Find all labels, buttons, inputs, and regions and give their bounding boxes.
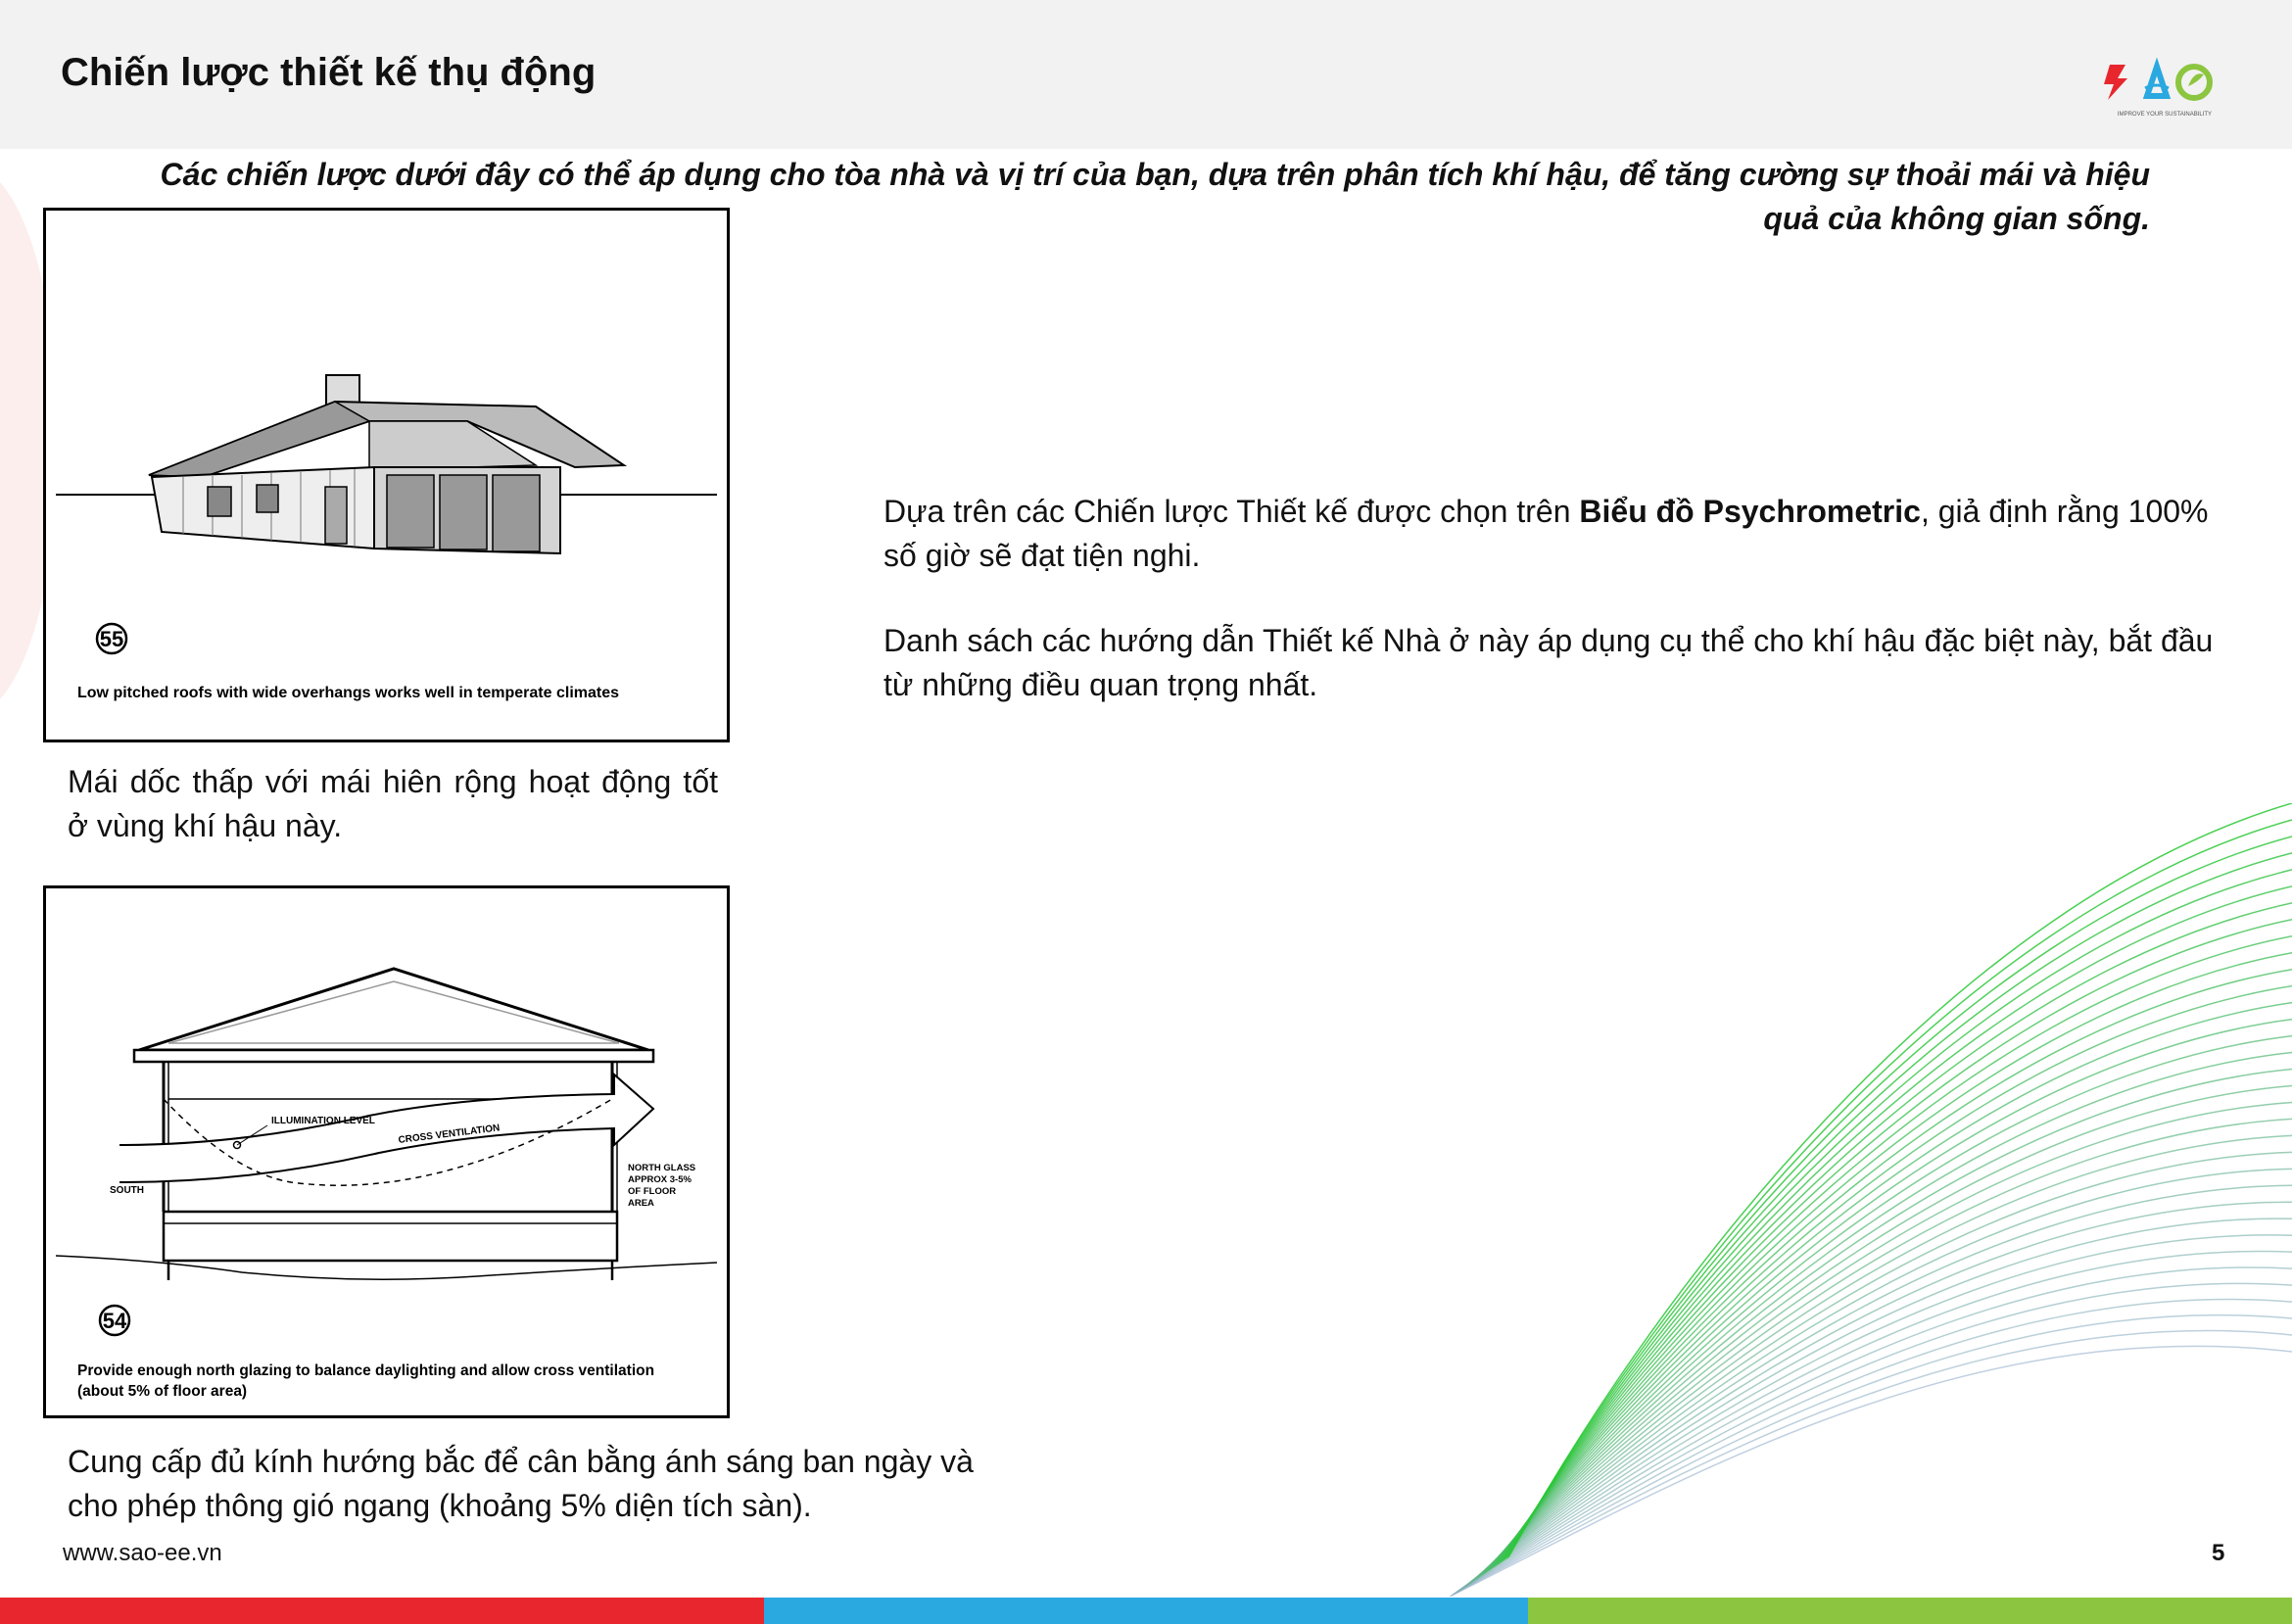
figure-low-pitched-roof: [43, 208, 730, 742]
body-paragraph-2: Danh sách các hướng dẫn Thiết kế Nhà ở này áp dụng cụ thể cho khí hậu đặc biệt này, bắt đầu từ những điều quan trọng nhất.: [883, 623, 2214, 702]
page-title: Chiến lược thiết kế thụ động: [61, 51, 597, 94]
house-illustration: [46, 211, 727, 740]
label-cross-ventilation: CROSS VENTILATION: [398, 1122, 501, 1146]
figure2-caption-en-2: (about 5% of floor area): [77, 1383, 248, 1400]
intro-text: Các chiến lược dưới đây có thể áp dụng cho tòa nhà và vị trí của bạn, dựa trên phân tích khí hậu, để tăng cường sự thoải mái và hiệu quả của không gian sống.: [160, 157, 2150, 236]
body-paragraph-1: [883, 490, 2235, 578]
p1-after: , giả định rằng 100% số giờ sẽ đạt tiện nghi.: [883, 494, 2209, 573]
wave-line: [1476, 1102, 2292, 1578]
figure1-caption: Mái dốc thấp với mái hiên rộng hoạt động tốt ở vùng khí hậu này.: [68, 764, 718, 843]
figure2-number: 54: [102, 1309, 127, 1333]
wave-line: [1464, 1218, 2292, 1587]
footer-bar-blue: [764, 1598, 1528, 1624]
logo-tagline: IMPROVE YOUR SUSTAINABILITY: [2117, 112, 2213, 118]
footer-url[interactable]: www.sao-ee.vn: [63, 1540, 222, 1566]
wave-line: [1480, 1070, 2292, 1577]
figure1-caption-en: Low pitched roofs with wide overhangs works well in temperate climates: [77, 685, 620, 701]
label-north-3: OF FLOOR: [628, 1186, 677, 1197]
p1-bold: Biểu đồ Psychrometric: [1579, 494, 1921, 529]
label-north-4: AREA: [628, 1198, 654, 1209]
footer-bar-red: [0, 1598, 764, 1624]
decorative-waves: [1371, 803, 2292, 1597]
label-south: SOUTH: [110, 1185, 144, 1196]
label-illumination: ILLUMINATION LEVEL: [271, 1116, 375, 1126]
label-north-2: APPROX 3-5%: [628, 1174, 692, 1185]
figure2-caption-en-1: Provide enough north glazing to balance daylighting and allow cross ventilation: [77, 1362, 655, 1379]
wave-line: [1462, 1235, 2292, 1589]
wave-line: [1469, 1169, 2292, 1583]
wave-line: [1465, 1202, 2292, 1586]
figure-cross-ventilation: [43, 885, 730, 1418]
p1-before: Dựa trên các Chiến lược Thiết kế được chọn trên: [883, 494, 1580, 529]
label-north-1: NORTH GLASS: [628, 1163, 696, 1173]
sao-logo: [2096, 57, 2233, 119]
wave-line: [1504, 836, 2292, 1559]
wave-line: [1489, 986, 2292, 1571]
figure2-caption: Cung cấp đủ kính hướng bắc để cân bằng ánh sáng ban ngày và cho phép thông gió ngang (khoảng 5% diện tích sàn).: [68, 1444, 974, 1523]
wave-line: [1471, 1152, 2292, 1582]
footer-bar-green: [1528, 1598, 2292, 1624]
figure1-number: 55: [99, 627, 124, 651]
wave-line: [1498, 903, 2292, 1564]
section-illustration: [46, 888, 727, 1415]
page-number: 5: [2212, 1540, 2225, 1566]
wave-line: [1458, 1267, 2292, 1591]
wave-line: [1485, 1020, 2292, 1573]
wave-line: [1474, 1119, 2292, 1580]
wave-line: [1496, 920, 2292, 1566]
